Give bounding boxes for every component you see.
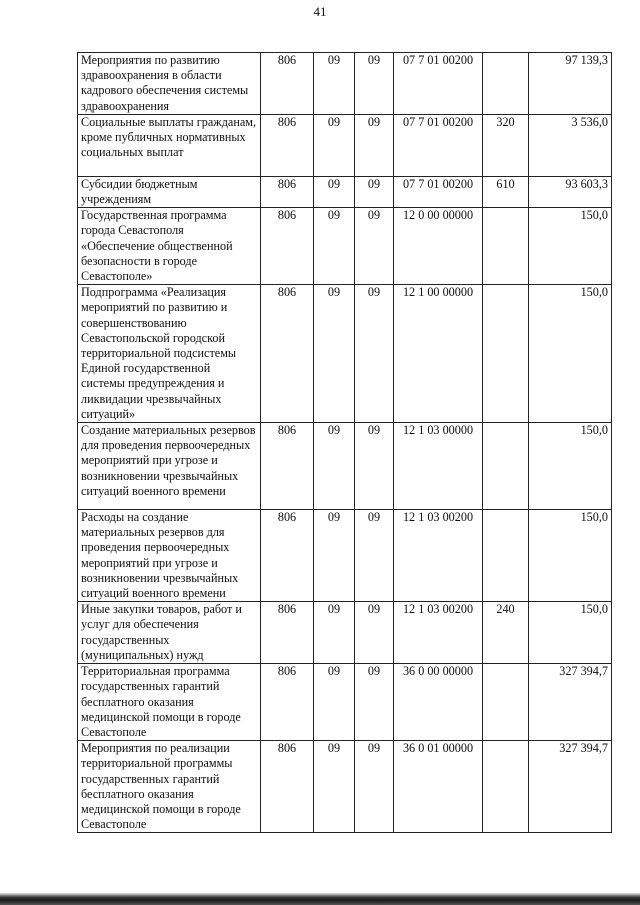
row-expense-type (483, 285, 529, 423)
row-amount: 327 394,7 (529, 664, 612, 741)
row-target-article: 12 1 03 00000 (394, 423, 483, 510)
table-row (78, 208, 612, 285)
row-ministry-code: 806 (261, 602, 314, 664)
row-ministry-code: 806 (261, 53, 314, 115)
row-expense-type (483, 510, 529, 602)
row-name: Мероприятия по развитию здравоохранения в области кадрового обеспечения системы здравоохранения (78, 53, 261, 115)
row-amount: 150,0 (529, 602, 612, 664)
row-ministry-code: 806 (261, 176, 314, 207)
row-amount: 93 603,3 (529, 176, 612, 207)
row-target-article: 36 0 00 00000 (394, 664, 483, 741)
scan-edge (0, 893, 640, 905)
row-section-code: 09 (314, 602, 355, 664)
row-subsection-code: 09 (355, 423, 394, 510)
row-expense-type: 610 (483, 176, 529, 207)
row-target-article: 12 1 03 00200 (394, 510, 483, 602)
row-name: Социальные выплаты гражданам, кроме публичных нормативных социальных выплат (78, 114, 261, 176)
row-amount: 3 536,0 (529, 114, 612, 176)
table-row (78, 741, 612, 833)
page-number: 41 (313, 4, 327, 19)
row-expense-type (483, 664, 529, 741)
row-ministry-code: 806 (261, 285, 314, 423)
row-subsection-code: 09 (355, 664, 394, 741)
row-section-code: 09 (314, 176, 355, 207)
table-row (78, 664, 612, 741)
row-subsection-code: 09 (355, 285, 394, 423)
row-name: Расходы на создание материальных резервов для проведения первоочередных мероприятий при угрозе и возникновении чрезвычайных ситуаций военного времени (78, 510, 261, 602)
row-expense-type: 320 (483, 114, 529, 176)
row-name: Создание материальных резервов для проведения первоочередных мероприятий при угрозе и возникновении чрезвычайных ситуаций военного времени (78, 423, 261, 510)
row-section-code: 09 (314, 423, 355, 510)
row-name: Территориальная программа государственных гарантий бесплатного оказания медицинской помощи в городе Севастополе (78, 664, 261, 741)
row-target-article: 36 0 01 00000 (394, 741, 483, 833)
row-name: Субсидии бюджетным учреждениям (78, 176, 261, 207)
table-row (78, 114, 612, 176)
row-target-article: 07 7 01 00200 (394, 53, 483, 115)
row-subsection-code: 09 (355, 53, 394, 115)
table-row (78, 510, 612, 602)
row-ministry-code: 806 (261, 510, 314, 602)
row-ministry-code: 806 (261, 114, 314, 176)
row-subsection-code: 09 (355, 176, 394, 207)
row-ministry-code: 806 (261, 423, 314, 510)
row-section-code: 09 (314, 510, 355, 602)
row-section-code: 09 (314, 53, 355, 115)
row-expense-type (483, 208, 529, 285)
row-expense-type (483, 53, 529, 115)
row-expense-type (483, 741, 529, 833)
row-subsection-code: 09 (355, 114, 394, 176)
row-name: Мероприятия по реализации территориальной программы государственных гарантий бесплатного оказания медицинской помощи в городе Севастополе (78, 741, 261, 833)
table-row (78, 176, 612, 207)
row-target-article: 12 0 00 00000 (394, 208, 483, 285)
row-expense-type (483, 423, 529, 510)
row-ministry-code: 806 (261, 664, 314, 741)
row-subsection-code: 09 (355, 602, 394, 664)
row-ministry-code: 806 (261, 208, 314, 285)
row-amount: 150,0 (529, 423, 612, 510)
row-section-code: 09 (314, 664, 355, 741)
row-name: Иные закупки товаров, работ и услуг для обеспечения государственных (муниципальных) нужд (78, 602, 261, 664)
row-section-code: 09 (314, 114, 355, 176)
row-subsection-code: 09 (355, 510, 394, 602)
row-section-code: 09 (314, 208, 355, 285)
row-subsection-code: 09 (355, 208, 394, 285)
row-target-article: 07 7 01 00200 (394, 114, 483, 176)
row-amount: 150,0 (529, 208, 612, 285)
row-expense-type: 240 (483, 602, 529, 664)
row-subsection-code: 09 (355, 741, 394, 833)
row-target-article: 12 1 00 00000 (394, 285, 483, 423)
row-amount: 150,0 (529, 510, 612, 602)
row-target-article: 12 1 03 00200 (394, 602, 483, 664)
row-name: Подпрограмма «Реализация мероприятий по развитию и совершенствованию Севастопольской городской территориальной подсистемы Единой государственной системы предупреждения и ликвидации чрезвычайных ситуаций» (78, 285, 261, 423)
row-name: Государственная программа города Севастополя «Обеспечение общественной безопасности в городе Севастополе» (78, 208, 261, 285)
table-row (78, 602, 612, 664)
budget-table (77, 52, 612, 833)
row-amount: 150,0 (529, 285, 612, 423)
table-row (78, 53, 612, 115)
table-row (78, 285, 612, 423)
row-amount: 97 139,3 (529, 53, 612, 115)
row-section-code: 09 (314, 741, 355, 833)
table-row (78, 423, 612, 510)
row-ministry-code: 806 (261, 741, 314, 833)
row-target-article: 07 7 01 00200 (394, 176, 483, 207)
row-amount: 327 394,7 (529, 741, 612, 833)
row-section-code: 09 (314, 285, 355, 423)
